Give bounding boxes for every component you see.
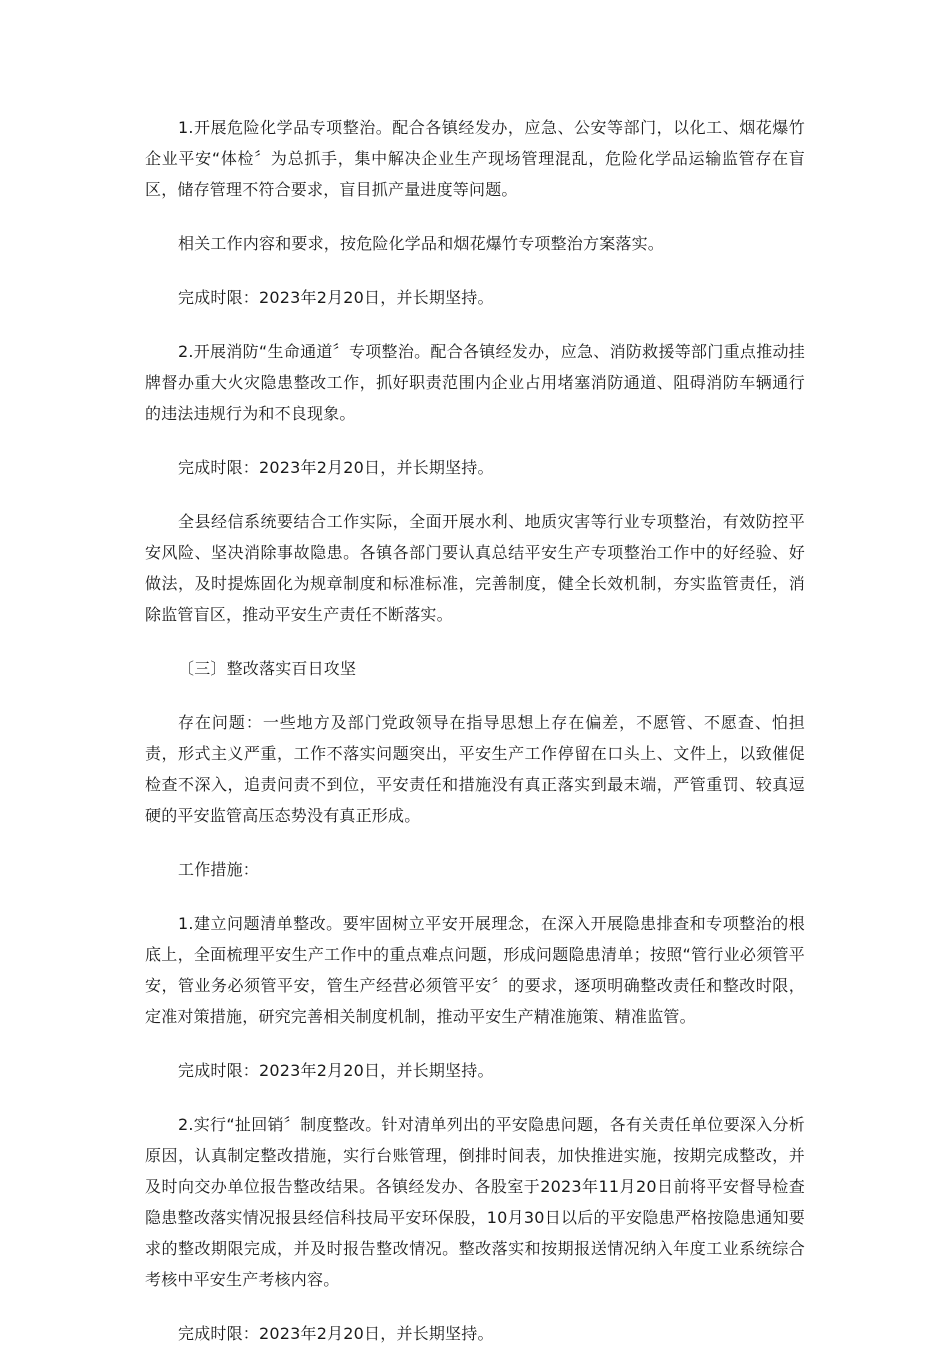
paragraph-problem-list: 1.建立问题清单整改。要牢固树立平安开展理念，在深入开展隐患排查和专项整治的根底上，全面梳理平安生产工作中的重点难点问题，形成问题隐患清单；按照“管行业必须管平安，管业务必须管平安，管生产经营必须管平安〞的要求，逐项明确整改责任和整改时限，定准对策措施，研究完善相关制度机制，推动平安生产精准施策、精准监管。 [145, 914, 805, 1026]
document-body [145, 112, 805, 1372]
section-heading: 〔三〕整改落实百日攻坚 [178, 659, 357, 678]
paragraph-deadline: 完成时限：2023年2月20日，并长期坚持。 [178, 1324, 494, 1343]
paragraph-deadline: 完成时限：2023年2月20日，并长期坚持。 [178, 288, 494, 307]
paragraph-work-measures: 工作措施： [178, 860, 260, 879]
paragraph-county-system: 全县经信系统要结合工作实际，全面开展水利、地质灾害等行业专项整治，有效防控平安风险、坚决消除事故隐患。各镇各部门要认真总结平安生产专项整治工作中的好经验、好做法，及时提炼固化为规章制度和标准标准，完善制度，健全长效机制，夯实监管责任，消除监管盲区，推动平安生产责任不断落实。 [145, 512, 805, 624]
paragraph-rectification-system: 2.实行“扯回销〞制度整改。针对清单列出的平安隐患问题，各有关责任单位要深入分析原因，认真制定整改措施，实行台账管理，倒排时间表，加快推进实施，按期完成整改，并及时向交办单位报告整改结果。各镇经发办、各股室于2023年11月20日前将平安督导检查隐患整改落实情况报县经信科技局平安环保股，10月30日以后的平安隐患严格按隐患通知要求的整改期限完成，并及时报告整改情况。整改落实和按期报送情况纳入年度工业系统综合考核中平安生产考核内容。 [145, 1115, 805, 1289]
paragraph-deadline: 完成时限：2023年2月20日，并长期坚持。 [178, 458, 494, 477]
paragraph-fire-lifeline: 2.开展消防“生命通道〞专项整治。配合各镇经发办，应急、消防救援等部门重点推动挂牌督办重大火灾隐患整改工作，抓好职责范围内企业占用堵塞消防通道、阻碍消防车辆通行的违法违规行为和不良现象。 [145, 342, 805, 423]
paragraph-deadline: 完成时限：2023年2月20日，并长期坚持。 [178, 1061, 494, 1080]
paragraph-related-requirements: 相关工作内容和要求，按危险化学品和烟花爆竹专项整治方案落实。 [178, 234, 665, 253]
paragraph-existing-problems: 存在问题：一些地方及部门党政领导在指导思想上存在偏差，不愿管、不愿查、怕担责，形式主义严重，工作不落实问题突出，平安生产工作停留在口头上、文件上，以致催促检查不深入，追责问责不到位，平安责任和措施没有真正落实到最末端，严管重罚、较真逗硬的平安监管高压态势没有真正形成。 [145, 713, 805, 825]
paragraph-hazardous-chemicals: 1.开展危险化学品专项整治。配合各镇经发办，应急、公安等部门，以化工、烟花爆竹企业平安“体检〞为总抓手，集中解决企业生产现场管理混乱，危险化学品运输监管存在盲区，储存管理不符合要求，盲目抓产量进度等问题。 [145, 118, 805, 199]
